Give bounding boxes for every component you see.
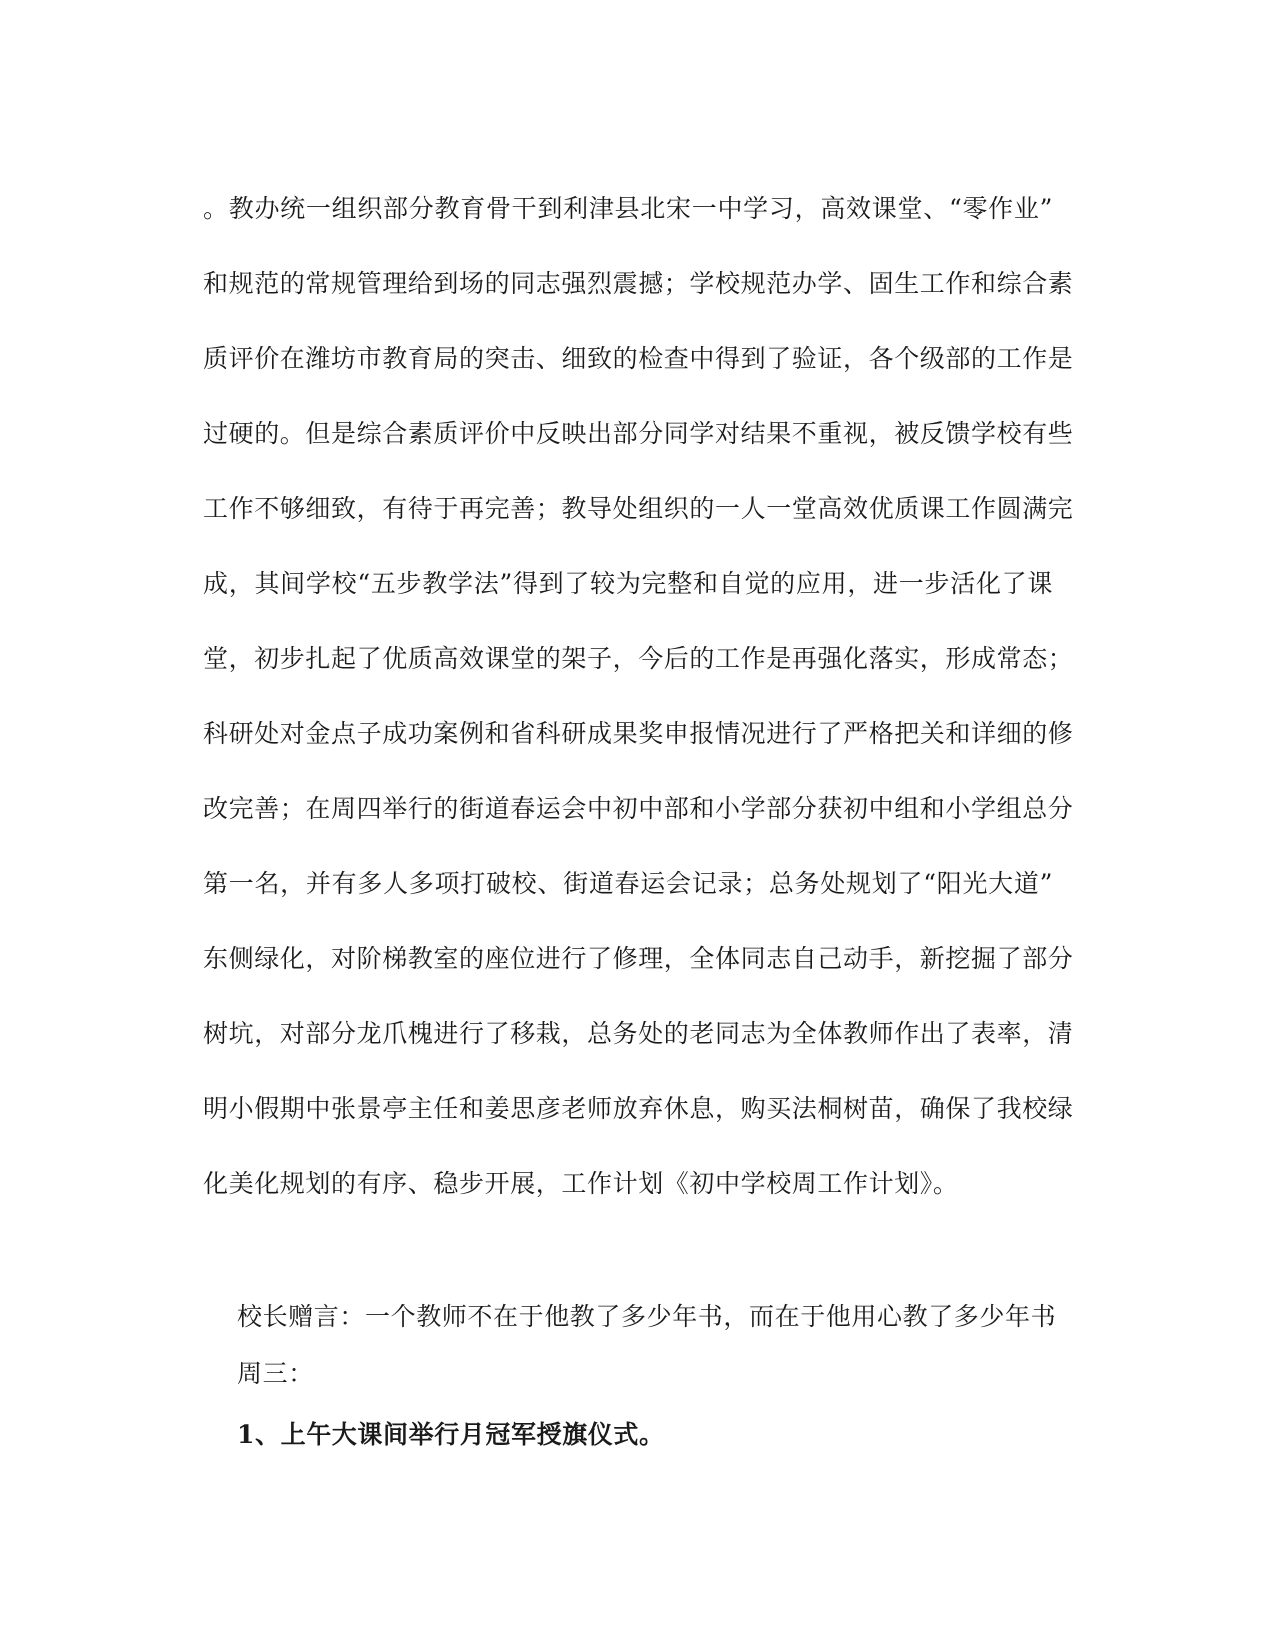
paragraph-line-11: 东侧绿化，对阶梯教室的座位进行了修理，全体同志自己动手，新挖掘了部分 — [203, 944, 1074, 973]
day-heading: 周三： — [237, 1359, 314, 1388]
paragraph-line-7: 堂，初步扎起了优质高效课堂的架子，今后的工作是再强化落实，形成常态； — [203, 644, 1074, 673]
paragraph-line-9: 改完善；在周四举行的街道春运会中初中部和小学部分获初中组和小学组总分 — [203, 794, 1074, 823]
summary-paragraph — [203, 182, 1074, 1232]
paragraph-line-12: 树坑，对部分龙爪槐进行了移栽，总务处的老同志为全体教师作出了表率，清 — [203, 1019, 1074, 1048]
paragraph-line-13: 明小假期中张景亭主任和姜思彦老师放弃休息，购买法桐树苗，确保了我校绿 — [203, 1094, 1074, 1123]
paragraph-line-3: 质评价在潍坊市教育局的突击、细致的检查中得到了验证，各个级部的工作是 — [203, 344, 1074, 373]
paragraph-line-10: 第一名，并有多人多项打破校、街道春运会记录；总务处规划了“阳光大道” — [203, 869, 1053, 898]
paragraph-line-5: 工作不够细致，有待于再完善；教导处组织的一人一堂高效优质课工作圆满完 — [203, 494, 1074, 523]
paragraph-line-8: 科研处对金点子成功案例和省科研成果奖申报情况进行了严格把关和详细的修 — [203, 719, 1074, 748]
paragraph-line-1: 。教办统一组织部分教育骨干到利津县北宋一中学习，高效课堂、“零作业” — [203, 194, 1053, 223]
principal-motto: 校长赠言：一个教师不在于他教了多少年书，而在于他用心教了多少年书 — [237, 1302, 1057, 1331]
schedule-item-1: 1、上午大课间举行月冠军授旗仪式。 — [237, 1420, 665, 1449]
paragraph-line-6: 成，其间学校“五步教学法”得到了较为完整和自觉的应用，进一步活化了课 — [203, 569, 1053, 598]
paragraph-line-14: 化美化规划的有序、稳步开展，工作计划《初中学校周工作计划》。 — [203, 1169, 959, 1198]
paragraph-line-4: 过硬的。但是综合素质评价中反映出部分同学对结果不重视，被反馈学校有些 — [203, 419, 1074, 448]
paragraph-line-2: 和规范的常规管理给到场的同志强烈震撼；学校规范办学、固生工作和综合素 — [203, 269, 1074, 298]
